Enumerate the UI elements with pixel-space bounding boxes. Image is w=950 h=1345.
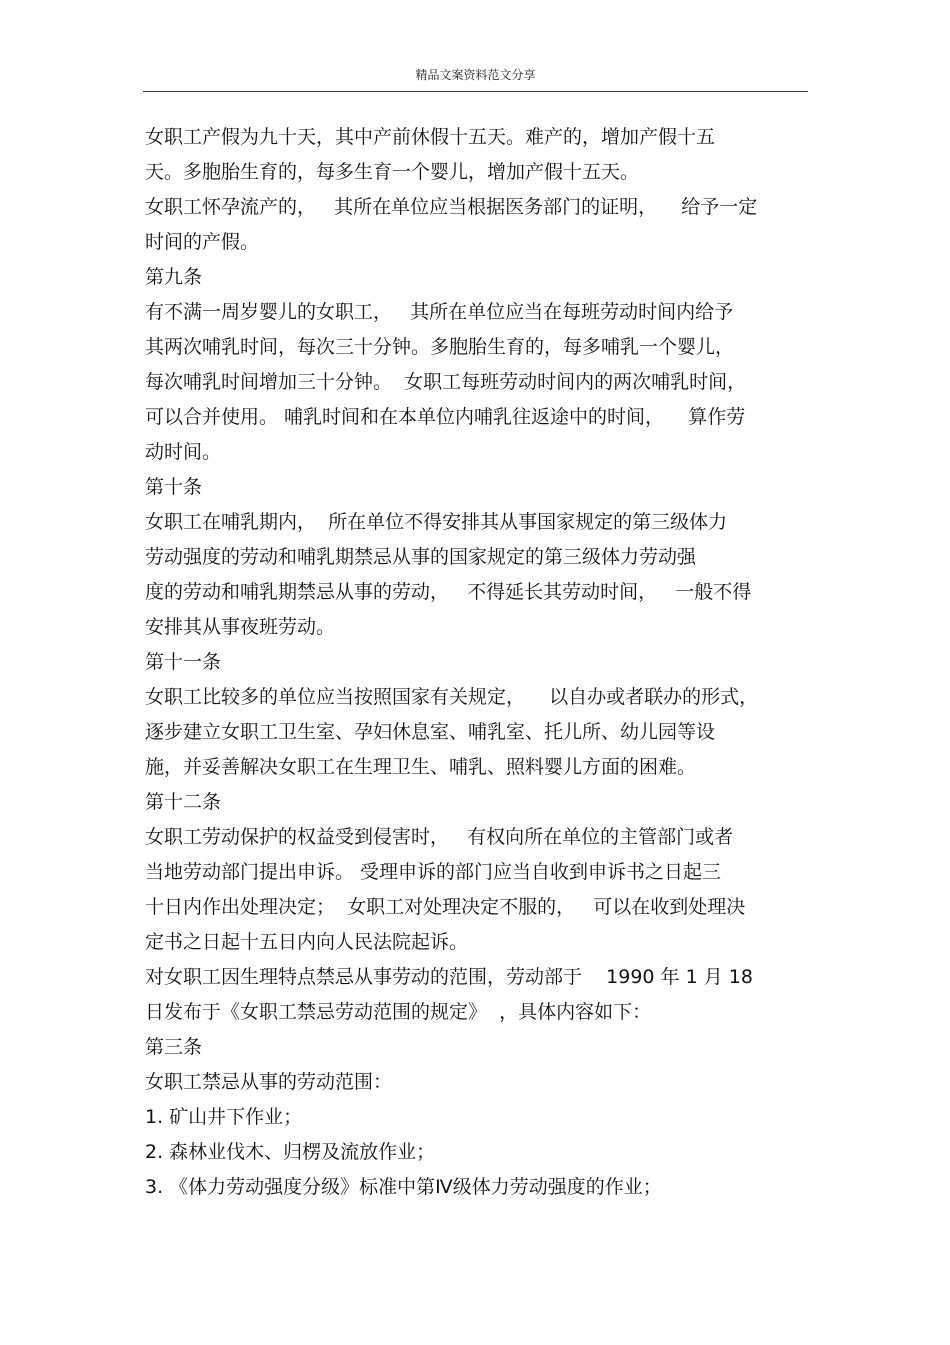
article-heading: 第九条: [145, 266, 203, 288]
text-line: 度的劳动和哺乳期禁忌从事的劳动， 不得延长其劳动时间， 一般不得: [145, 581, 752, 603]
list-item: 2. 森林业伐木、归楞及流放作业；: [145, 1141, 436, 1163]
text-line: 对女职工因生理特点禁忌从事劳动的范围，劳动部于 1990 年 1 月 18: [145, 966, 753, 988]
text-line: 每次哺乳时间增加三十分钟。 女职工每班劳动时间内的两次哺乳时间，: [145, 371, 747, 393]
text-line: 女职工比较多的单位应当按照国家有关规定， 以自办或者联办的形式，: [145, 686, 759, 708]
text-line: 十日内作出处理决定； 女职工对处理决定不服的， 可以在收到处理决: [145, 896, 746, 918]
text-line: 女职工产假为九十天，其中产前休假十五天。难产的，增加产假十五: [145, 126, 716, 148]
article-heading: 第十二条: [145, 791, 222, 813]
text-line: 天。多胞胎生育的，每多生育一个婴儿，增加产假十五天。: [145, 161, 640, 183]
document-body: [145, 120, 813, 1205]
header-divider: [143, 91, 808, 92]
text-line: 日发布于《女职工禁忌劳动范围的规定》 ，具体内容如下：: [145, 1001, 652, 1023]
text-line: 施，并妥善解决女职工在生理卫生、哺乳、照料婴儿方面的困难。: [145, 756, 697, 778]
text-line: 可以合并使用。 哺乳时间和在本单位内哺乳往返途中的时间， 算作劳: [145, 406, 746, 428]
page-header: 精品文案资料范文分享: [415, 68, 536, 82]
list-item: 3. 《体力劳动强度分级》标准中第Ⅳ级体力劳动强度的作业；: [145, 1176, 662, 1198]
text-line: 定书之日起十五日内向人民法院起诉。: [145, 931, 469, 953]
text-line: 安排其从事夜班劳动。: [145, 616, 336, 638]
list-item: 1. 矿山井下作业；: [145, 1106, 303, 1128]
text-line: 女职工禁忌从事的劳动范围：: [145, 1071, 393, 1093]
text-line: 动时间。: [145, 441, 222, 463]
article-heading: 第十一条: [145, 651, 222, 673]
text-line: 女职工在哺乳期内， 所在单位不得安排其从事国家规定的第三级体力: [145, 511, 728, 533]
text-line: 有不满一周岁婴儿的女职工， 其所在单位应当在每班劳动时间内给予: [145, 301, 734, 323]
text-line: 其两次哺乳时间，每次三十分钟。多胞胎生育的，每多哺乳一个婴儿，: [145, 336, 735, 358]
article-heading: 第三条: [145, 1036, 203, 1058]
text-line: 女职工怀孕流产的， 其所在单位应当根据医务部门的证明， 给予一定: [145, 196, 758, 218]
text-line: 劳动强度的劳动和哺乳期禁忌从事的国家规定的第三级体力劳动强: [145, 546, 697, 568]
text-line: 逐步建立女职工卫生室、孕妇休息室、哺乳室、托儿所、幼儿园等设: [145, 721, 716, 743]
text-line: 女职工劳动保护的权益受到侵害时， 有权向所在单位的主管部门或者: [145, 826, 734, 848]
article-heading: 第十条: [145, 476, 203, 498]
text-line: 当地劳动部门提出申诉。 受理申诉的部门应当自收到申诉书之日起三: [145, 861, 722, 883]
text-line: 时间的产假。: [145, 231, 260, 253]
